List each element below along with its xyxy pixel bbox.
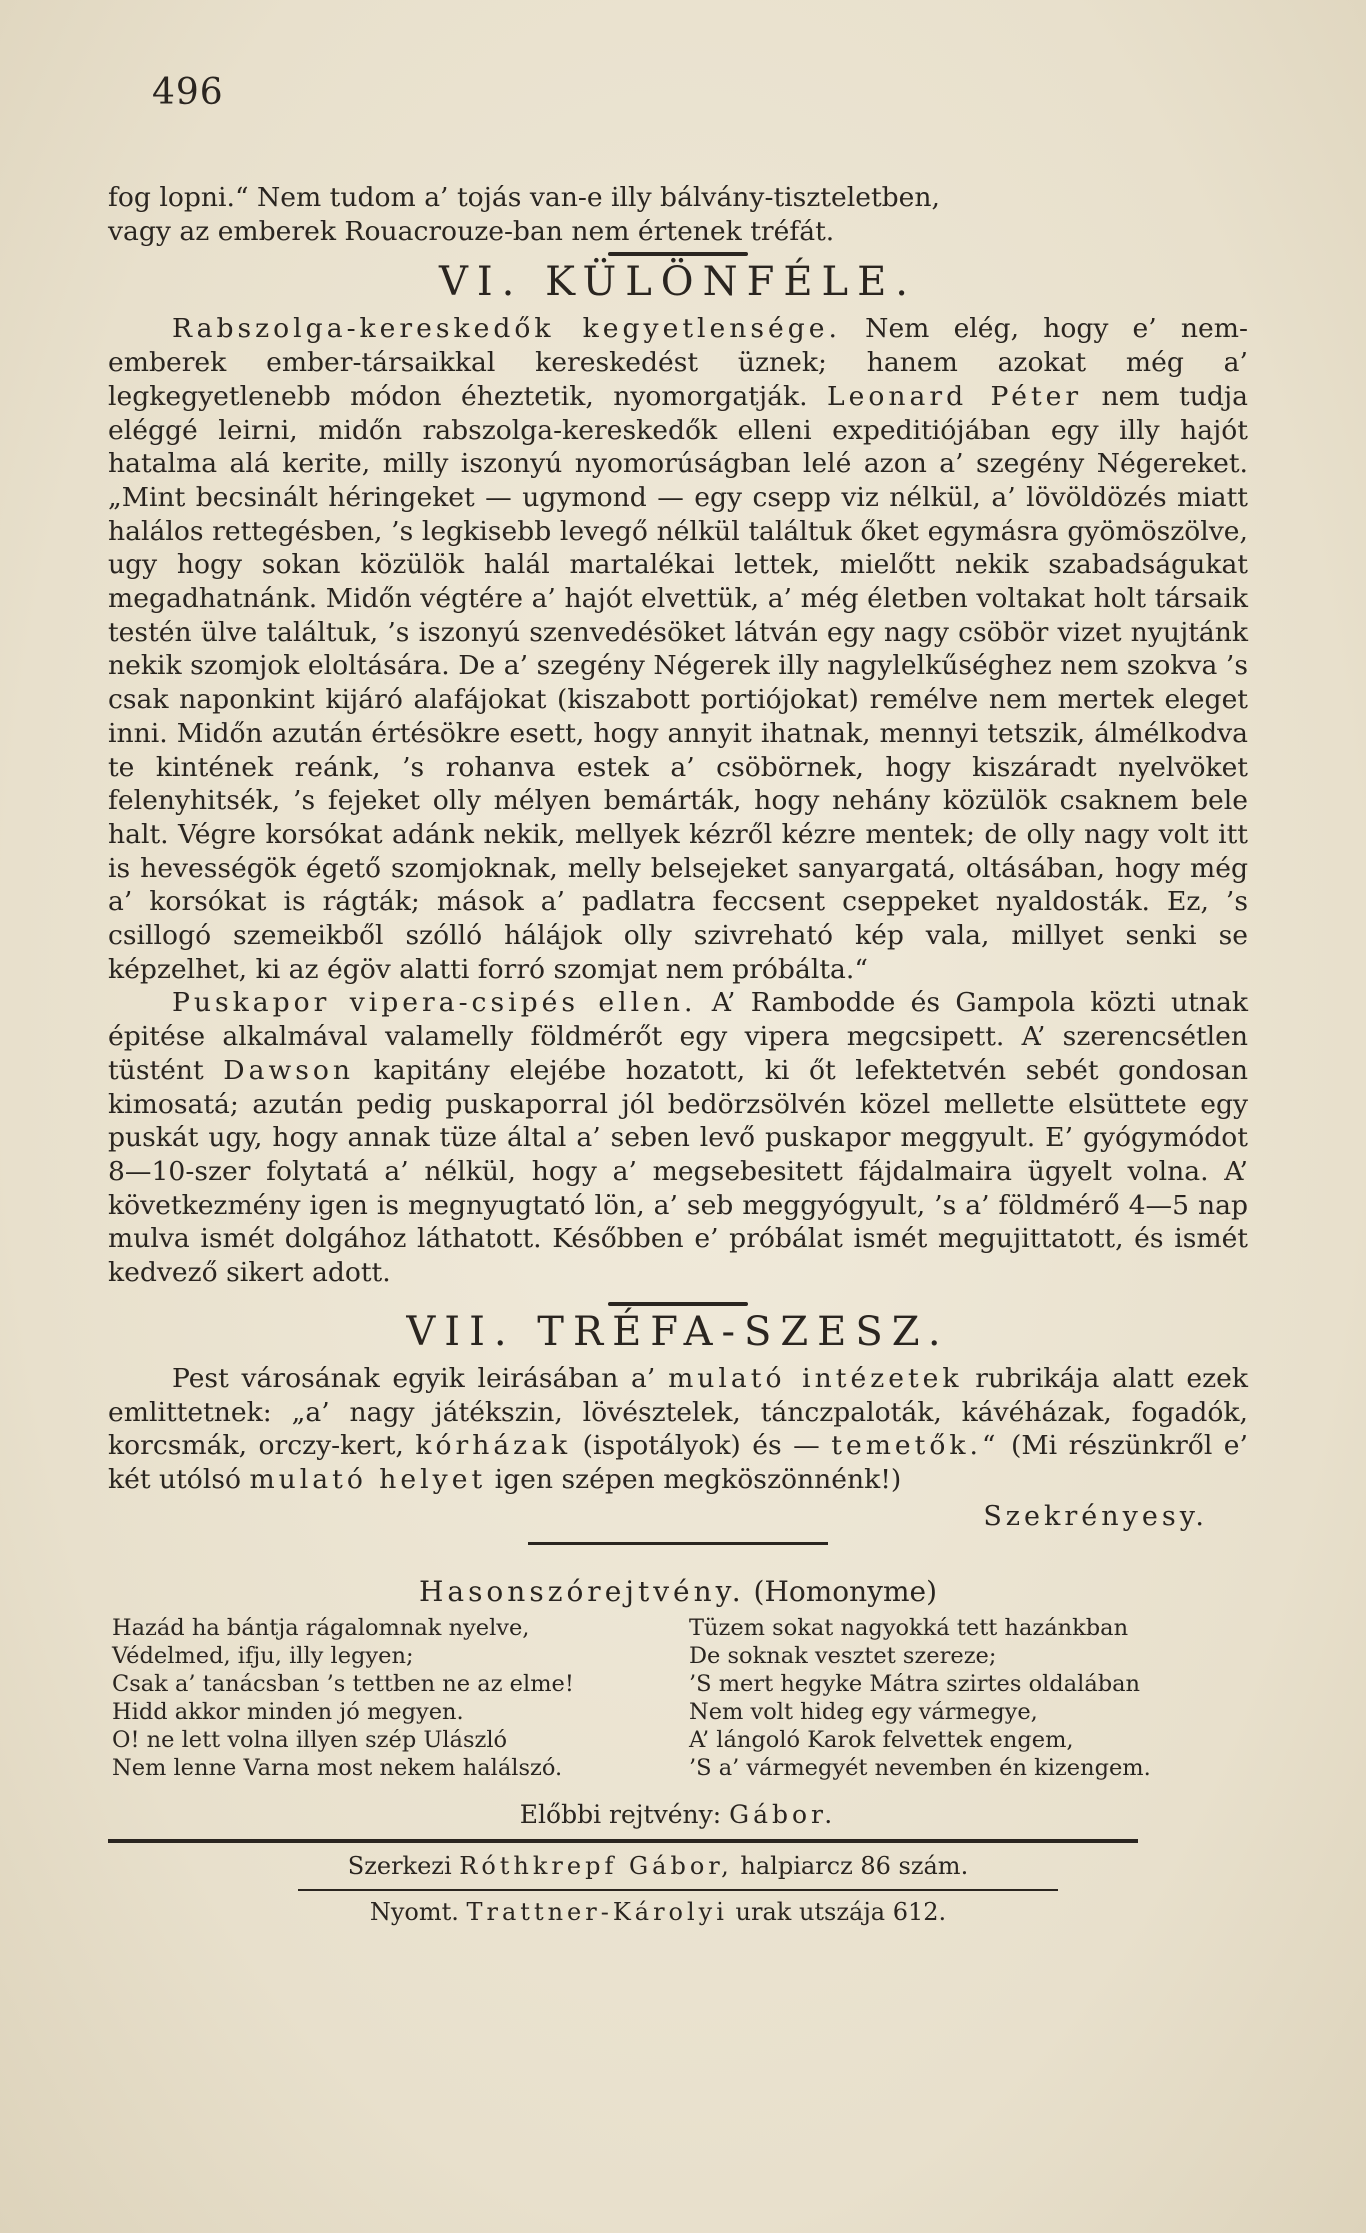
paragraph-text: (Mi részünkről e’ két utólsó <box>108 1430 1248 1495</box>
riddle-poem <box>108 1614 1248 1782</box>
riddle-title <box>108 1575 1248 1608</box>
poem-line: De soknak vesztet szereze; <box>689 1642 997 1669</box>
emphasis-text: mulató helyet <box>249 1463 487 1495</box>
poem-line: ’S mert hegyke Mátra szirtes oldalában <box>689 1670 1141 1697</box>
paragraph-text: Nem elég, hogy e’ nem-emberek ember-társaikkal kereskedést üznek; hanem azokat még a’ legkegyetlenebb módon éheztetik, nyomorgatják. <box>108 313 1248 412</box>
paragraph-text: nem tudja eléggé leirni, midőn rabszolga-kereskedők elleni expeditiójában egy illy hajót hatalma alá kerite, milly iszonyú nyomorúságban lelé azon a’ szegény Négereket. „Mint becsinált héringeket — ugymond — egy csepp viz nélkül, a’ lövöldözés miatt halálos rettegésben, ’s legkisebb levegő nélkül találtuk őket egymásra gyömöszölve, ugy hogy sokan közülök halál martalékai lettek, mielőtt nekik szabadságukat megadhatnánk. Midőn végtére a’ hajót elvettük, a’ még életben voltakat holt társaik testén ülve találtuk, ’s iszonyú szenvedésöket látván egy nagy csöbör vizet nyujtánk nekik szomjok eloltására. De a’ szegény Négerek illy nagylelkűséghez nem szokva ’s csak naponkint kijáró alafájokat (kiszabott portiójokat) remélve nem mertek eleget inni. Midőn azután értésökre esett, hogy annyit ihatnak, mennyi tetszik, álmélkodva te kintének reánk, ’s rohanva estek a’ csöbörnek, hogy kiszáradt nyelvöket felenyhitsék, ’s fejeket olly mélyen bemárták, hogy nehány közülök csaknem bele halt. Végre korsókat adánk nekik, mellyek kézről kézre mentek; de olly nagy volt itt is hevességök égető szomjoknak, melly belsejeket sanyargatá, oltásában, hogy még a’ korsókat is rágták; mások a’ padlatra feccsent cseppeket nyaldosták. Ez, ’s csillogó szemeikből szólló hálájok olly szivreható kép vala, millyet senki se képzelhet, ki az égöv alatti forró szomjat nem próbálta.“ <box>108 380 1248 985</box>
section-6-paragraph-1 <box>108 312 1248 986</box>
page-number: 496 <box>152 72 224 113</box>
section-6-paragraph-2 <box>108 986 1248 1289</box>
person-name: Dawson <box>223 1054 355 1086</box>
article-title-slave-traders: Rabszolga-kereskedők kegyetlensége. <box>172 313 841 345</box>
paragraph-text: rubrikája alatt ezek emlittetnek: „a’ nagy játékszin, lövésztelek, tánczpaloták, kávéházak, fogadók, korcsmák, orczy-kert, <box>108 1362 1249 1462</box>
lead-line-2: vagy az emberek Rouacrouze-ban nem értenek tréfát. <box>108 215 835 247</box>
paragraph-text: kapitány elejébe hozatott, ki őt lefektetvén sebét gondosan kimosatá; azután pedig puskaporral jól bedörzsölvén közel mellette elsüttete egy puskát ugy, hogy annak tüze által a’ seben levő puskapor meggyult. E’ gyógymódot 8—10-szer folytatá a’ nélkül, hogy a’ megsebesitett fájdalmaira ügyelt volna. A’ következmény igen is megnyugtató lön, a’ seb meggyógyult, ’s a’ földmérő 4—5 nap mulva ismét dolgához láthatott. Későbben e’ próbálat ismét megujittatott, és ismét kedvező sikert adott. <box>108 1054 1248 1289</box>
lead-paragraph <box>108 181 1248 248</box>
section-divider <box>608 252 748 256</box>
lead-line-1: fog lopni.“ Nem tudom a’ tojás van-e illy bálvány-tiszteletben, <box>108 182 940 213</box>
person-name: Leonard Péter <box>826 380 1083 412</box>
previous-riddle-answer <box>108 1800 1248 1829</box>
poem-line: Hidd akkor minden jó megyen. <box>112 1698 464 1725</box>
printer-imprint <box>68 1895 1248 1929</box>
riddle-right-column <box>689 1614 1248 1782</box>
editor-name: Róthkrepf Gábor, <box>459 1851 733 1880</box>
emphasis-text: kórházak <box>415 1430 572 1462</box>
printer-label: Nyomt. <box>369 1897 459 1926</box>
poem-line: Védelmed, ifju, illy legyen; <box>112 1642 414 1669</box>
paragraph-text: A’ Rambodde és Gampola közti utnak épitése alkalmával valamelly földmérőt egy vipera megcsipett. A’ szerencsétlen tüstént <box>108 987 1248 1086</box>
section-7-heading: VII. TRÉFA-SZESZ. <box>406 1308 950 1355</box>
paragraph-text: igen szépen megköszönnénk!) <box>494 1463 902 1495</box>
editor-imprint <box>68 1849 1248 1883</box>
riddle-title-main: Hasonszórejtvény. <box>418 1574 745 1608</box>
article-author: Szekrényesy. <box>983 1500 1208 1532</box>
poem-line: Tüzem sokat nagyokká tett hazánkban <box>689 1614 1129 1641</box>
emphasis-text: temetők.“ <box>831 1430 1000 1462</box>
section-7-paragraph <box>108 1362 1248 1497</box>
poem-line: Csak a’ tanácsban ’s tettben ne az elme! <box>112 1670 574 1697</box>
section-6-heading: VI. KÜLÖNFÉLE. <box>438 259 918 306</box>
editor-label: Szerkezi <box>347 1851 452 1880</box>
poem-line: Nem volt hideg egy vármegye, <box>689 1698 1038 1725</box>
previous-answer-label: Előbbi rejtvény: <box>519 1799 722 1829</box>
section-divider <box>528 1542 828 1545</box>
emphasis-text: mulató intézetek <box>668 1362 963 1394</box>
footer-divider <box>298 1889 1058 1891</box>
poem-line: Nem lenne Varna most nekem halálszó. <box>112 1754 563 1781</box>
poem-line: ’S a’ vármegyét nevemben én kizengem. <box>689 1754 1151 1781</box>
paragraph-text: (ispotályok) és — <box>582 1430 820 1462</box>
printer-name: Trattner-Károlyi <box>466 1897 728 1926</box>
editor-address: halpiarcz 86 szám. <box>740 1851 969 1880</box>
paragraph-text: Pest városának egyik leirásában a’ <box>172 1362 656 1394</box>
article-title-gunpowder: Puskapor vipera-csipés ellen. <box>172 987 697 1019</box>
section-divider <box>608 1302 748 1306</box>
riddle-left-column <box>112 1614 671 1782</box>
poem-line: A’ lángoló Karok felvettek engem, <box>689 1726 1074 1753</box>
poem-line: Hazád ha bántja rágalomnak nyelve, <box>112 1614 530 1641</box>
previous-answer-value: Gábor. <box>729 1799 837 1829</box>
riddle-title-paren: (Homonyme) <box>753 1574 938 1608</box>
poem-line: O! ne lett volna illyen szép Ulászló <box>112 1726 508 1753</box>
footer-rule <box>108 1839 1138 1843</box>
printer-address: urak utszája 612. <box>735 1897 947 1926</box>
